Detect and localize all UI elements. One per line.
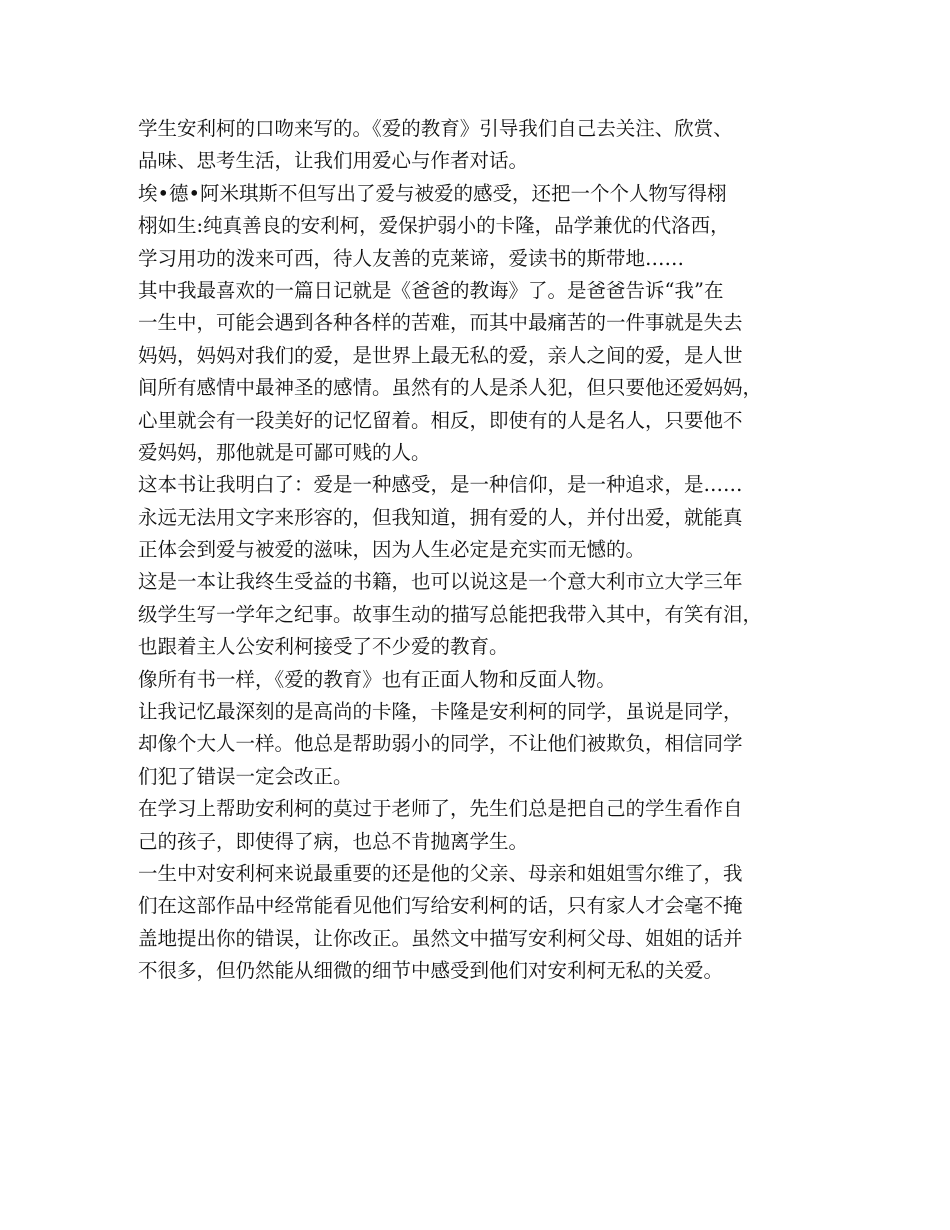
text-line: 学生安利柯的口吻来写的。《爱的教育》引导我们自己去关注、欣赏、 <box>138 117 733 140</box>
text-line: 永远无法用文字来形容的，但我知道，拥有爱的人，并付出爱，就能真 <box>138 505 743 529</box>
text-line: 不很多，但仍然能从细微的细节中感受到他们对安利柯无私的关爱。 <box>138 959 724 983</box>
text-line: 一生中对安利柯来说最重要的还是他的父亲、母亲和姐姐雪尔维了，我 <box>138 861 743 885</box>
text-line: 盖地提出你的错误，让你改正。虽然文中描写安利柯父母、姐姐的话并 <box>138 926 743 950</box>
text-line: 让我记忆最深刻的是高尚的卡隆，卡隆是安利柯的同学，虽说是同学， <box>138 700 743 724</box>
text-line: 学习用功的泼来可西，待人友善的克莱谛，爱读书的斯带地…… <box>138 246 685 270</box>
text-line: 埃•德•阿米琪斯不但写出了爱与被爱的感受，还把一个个人物写得栩 <box>138 181 727 205</box>
text-line: 也跟着主人公安利柯接受了不少爱的教育。 <box>138 635 509 659</box>
text-line: 正体会到爱与被爱的滋味，因为人生必定是充实而无憾的。 <box>138 538 646 562</box>
text-line: 一生中，可能会遇到各种各样的苦难，而其中最痛苦的一件事就是失去 <box>138 311 743 335</box>
text-line: 们犯了错误一定会改正。 <box>138 764 353 788</box>
text-line: 栩如生:纯真善良的安利柯，爱保护弱小的卡隆，品学兼优的代洛西， <box>138 214 730 238</box>
text-line: 己的孩子，即使得了病，也总不肯抛离学生。 <box>138 829 529 853</box>
text-line: 其中我最喜欢的一篇日记就是《爸爸的教诲》了。是爸爸告诉“我”在 <box>138 278 724 302</box>
text-line: 在学习上帮助安利柯的莫过于老师了，先生们总是把自己的学生看作自 <box>138 797 743 821</box>
text-line: 间所有感情中最神圣的感情。虽然有的人是杀人犯，但只要他还爱妈妈， <box>138 376 763 400</box>
text-line: 级学生写一学年之纪事。故事生动的描写总能把我带入其中，有笑有泪， <box>138 602 763 626</box>
text-line: 这是一本让我终生受益的书籍，也可以说这是一个意大利市立大学三年 <box>138 570 743 594</box>
text-line: 品味、思考生活，让我们用爱心与作者对话。 <box>138 149 529 173</box>
text-line: 却像个大人一样。他总是帮助弱小的同学，不让他们被欺负，相信同学 <box>138 732 743 756</box>
text-line: 心里就会有一段美好的记忆留着。相反，即使有的人是名人，只要他不 <box>138 408 743 432</box>
document-body-text <box>138 113 828 988</box>
text-line: 这本书让我明白了：爱是一种感受，是一种信仰，是一种追求，是…… <box>138 473 743 497</box>
text-line: 妈妈，妈妈对我们的爱，是世界上最无私的爱，亲人之间的爱，是人世 <box>138 343 743 367</box>
text-line: 们在这部作品中经常能看见他们写给安利柯的话，只有家人才会毫不掩 <box>138 894 743 918</box>
text-line: 像所有书一样，《爱的教育》也有正面人物和反面人物。 <box>138 667 616 691</box>
text-line: 爱妈妈，那他就是可鄙可贱的人。 <box>138 440 431 464</box>
